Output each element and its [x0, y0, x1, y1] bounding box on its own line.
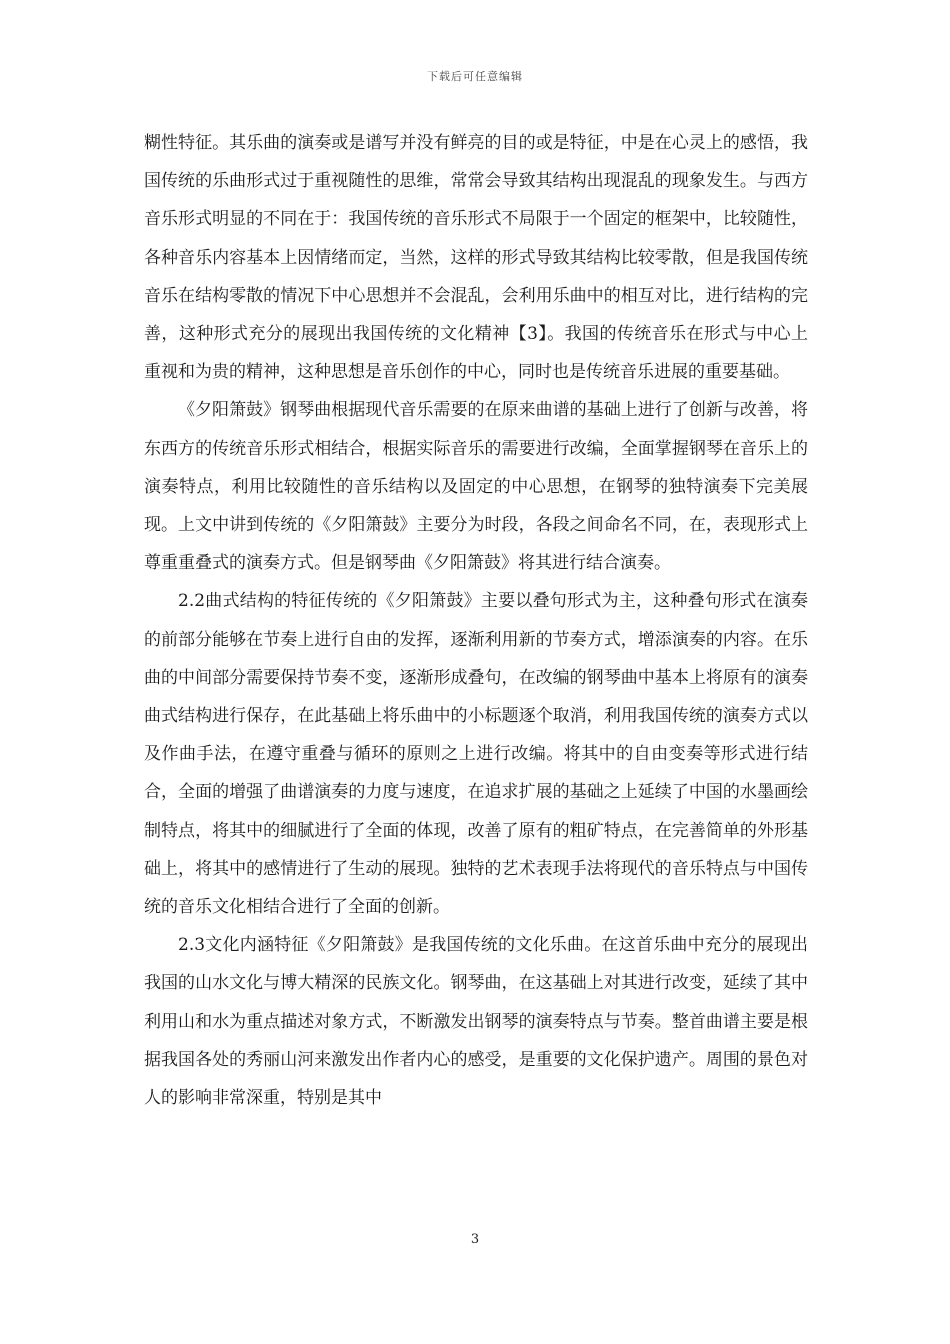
- paragraph-3: 2.2曲式结构的特征传统的《夕阳箫鼓》主要以叠句形式为主，这种叠句形式在演奏的前部分能够在节奏上进行自由的发挥，逐渐利用新的节奏方式，增添演奏的内容。在乐曲的中间部分需要保持节奏不变，逐渐形成叠句，在改编的钢琴曲中基本上将原有的演奏曲式结构进行保存，在此基础上将乐曲中的小标题逐个取消，利用我国传统的演奏方式以及作曲手法，在遵守重叠与循环的原则之上进行改编。将其中的自由变奏等形式进行结合，全面的增强了曲谱演奏的力度与速度，在追求扩展的基础之上延续了中国的水墨画绘制特点，将其中的细腻进行了全面的体现，改善了原有的粗矿特点，在完善简单的外形基础上，将其中的感情进行了生动的展现。独特的艺术表现手法将现代的音乐特点与中国传统的音乐文化相结合进行了全面的创新。: [144, 591, 808, 918]
- page-number: 3: [470, 1232, 480, 1247]
- page-header: 下载后可任意编辑: [427, 70, 523, 83]
- paragraph-2: 《夕阳箫鼓》钢琴曲根据现代音乐需要的在原来曲谱的基础上进行了创新与改善，将东西方的传统音乐形式相结合，根据实际音乐的需要进行改编，全面掌握钢琴在音乐上的演奏特点，利用比较随性的音乐结构以及固定的中心思想，在钢琴的独特演奏下完美展现。上文中讲到传统的《夕阳箫鼓》主要分为时段，各段之间命名不同，在，表现形式上尊重重叠式的演奏方式。但是钢琴曲《夕阳箫鼓》将其进行结合演奏。: [144, 400, 808, 574]
- paragraph-4: 2.3文化内涵特征《夕阳箫鼓》是我国传统的文化乐曲。在这首乐曲中充分的展现出我国的山水文化与博大精深的民族文化。钢琴曲，在这基础上对其进行改变，延续了其中利用山和水为重点描述对象方式，不断激发出钢琴的演奏特点与节奏。整首曲谱主要是根据我国各处的秀丽山河来激发出作者内心的感受，是重要的文化保护遗产。周围的景色对人的影响非常深重，特别是其中: [144, 935, 808, 1109]
- document-body: [144, 124, 808, 1117]
- paragraph-1: 糊性特征。其乐曲的演奏或是谱写并没有鲜亮的目的或是特征，中是在心灵上的感悟，我国传统的乐曲形式过于重视随性的思维，常常会导致其结构出现混乱的现象发生。与西方音乐形式明显的不同在于：我国传统的音乐形式不局限于一个固定的框架中，比较随性，各种音乐内容基本上因情绪而定，当然，这样的形式导致其结构比较零散，但是我国传统音乐在结构零散的情况下中心思想并不会混乱，会利用乐曲中的相互对比，进行结构的完善，这种形式充分的展现出我国传统的文化精神【3】。我国的传统音乐在形式与中心上重视和为贵的精神，这种思想是音乐创作的中心，同时也是传统音乐进展的重要基础。: [144, 133, 808, 383]
